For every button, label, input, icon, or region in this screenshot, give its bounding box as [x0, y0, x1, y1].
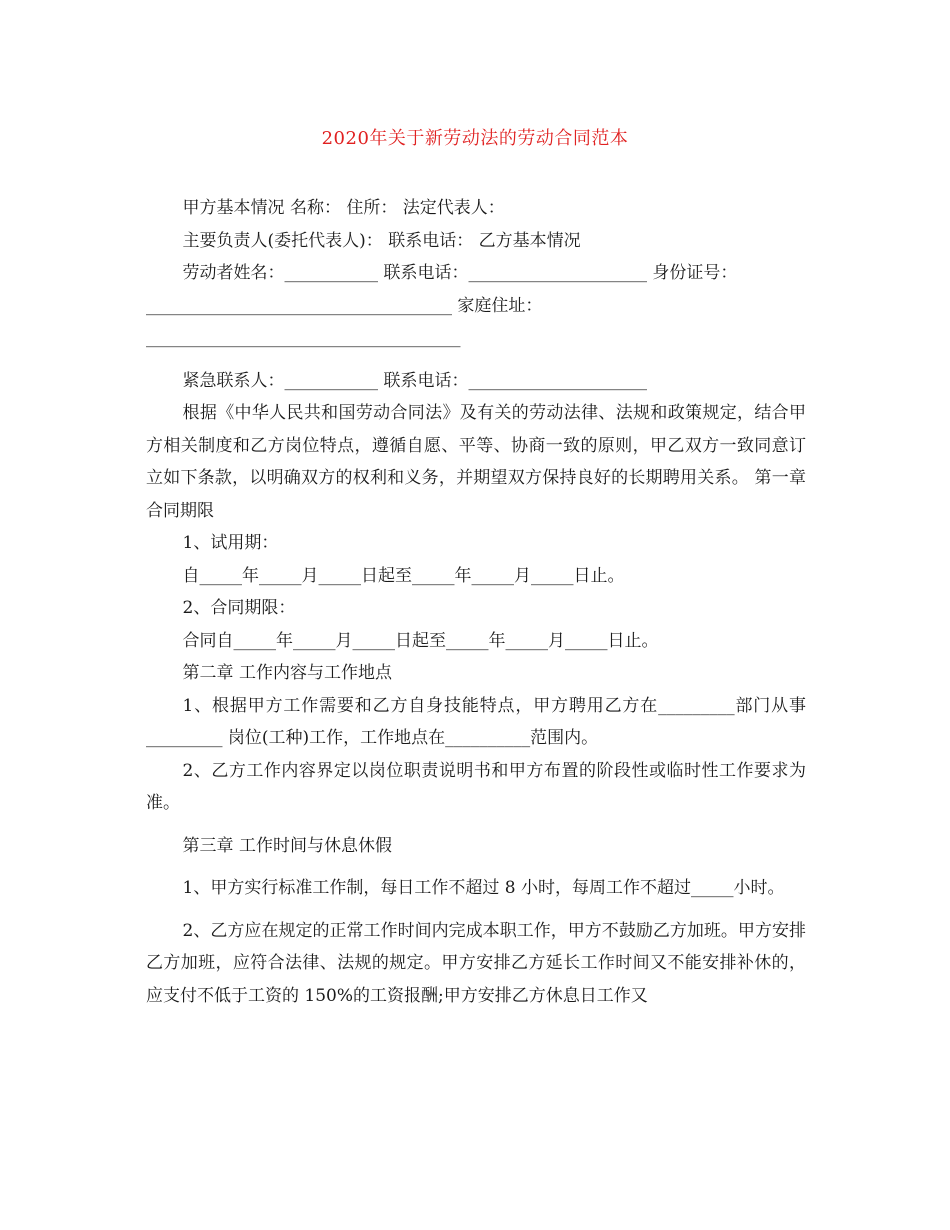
worker-name-line: 劳动者姓名：___________ 联系电话：_____________________ 身份证号：: [182, 263, 738, 283]
party-a-contact: 主要负责人(委托代表人)： 联系电话： 乙方基本情况: [182, 230, 581, 251]
probation-dates: 自_____年_____月_____日起至_____年_____月_____日止。: [182, 565, 625, 586]
home-address-line: _____________________________________: [146, 328, 461, 348]
document-body: [146, 192, 806, 1012]
contract-term-heading: 2、合同期限：: [182, 598, 296, 618]
probation-heading: 1、试用期：: [182, 533, 279, 553]
party-a-info: 甲方基本情况 名称： 住所： 法定代表人：: [182, 198, 505, 218]
chapter-2-heading: 第二章 工作内容与工作地点: [182, 663, 392, 683]
emergency-contact-line: 紧急联系人：___________ 联系电话：_____________________: [182, 370, 647, 391]
job-content-paragraph: 2、乙方工作内容界定以岗位职责说明书和甲方布置的阶段性或临时性工作要求为准。: [146, 760, 806, 813]
document-title: 2020年关于新劳动法的劳动合同范本: [321, 128, 629, 149]
preamble-paragraph: 根据《中华人民共和国劳动合同法》及有关的劳动法律、法规和政策规定，结合甲方相关制度和乙方岗位特点，遵循自愿、平等、协商一致的原则，甲乙双方一致同意订立如下条款，以明确双方的权利和义务，并期望双方保持良好的长期聘用关系。 第一章 合同期限: [146, 403, 806, 521]
overtime-paragraph: 2、乙方应在规定的正常工作时间内完成本职工作，甲方不鼓励乙方加班。甲方安排乙方加班，应符合法律、法规的规定。甲方安排乙方延长工作时间又不能安排补休的，应支付不低于工资的 150%的工资报酬;甲方安排乙方休息日工作又: [146, 920, 806, 1006]
id-number-line: ____________________________________ 家庭住址：: [146, 295, 543, 316]
working-hours-paragraph: 1、甲方实行标准工作制，每日工作不超过 8 小时，每周工作不超过_____小时。: [182, 878, 785, 898]
chapter-3-heading: 第三章 工作时间与休息休假: [182, 835, 392, 856]
job-position-paragraph: 1、根据甲方工作需要和乙方自身技能特点，甲方聘用乙方在_________部门从事_________ 岗位(工种)工作，工作地点在__________范围内。: [146, 695, 806, 748]
contract-term-dates: 合同自_____年_____月_____日起至_____年_____月_____日止。: [182, 630, 659, 651]
